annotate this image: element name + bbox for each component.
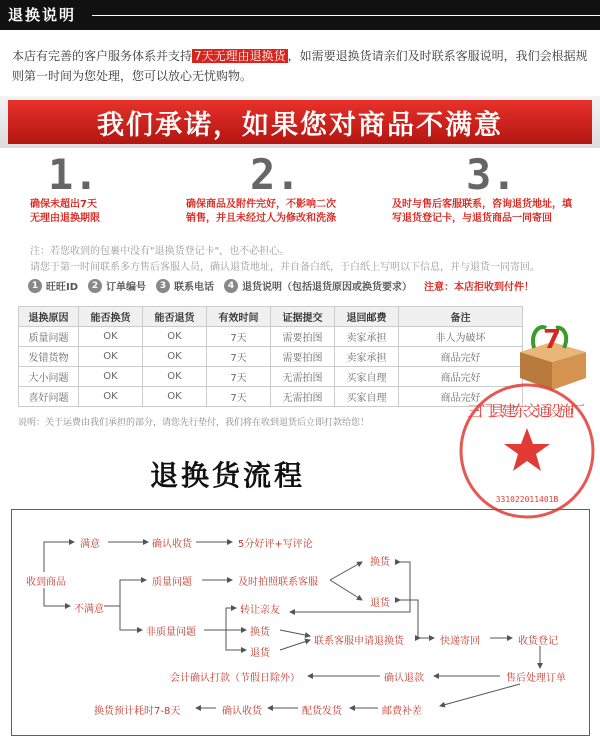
flow-node-postage: 邮费补差 [382, 706, 422, 717]
step-1-number: 1. [48, 150, 99, 199]
table-cell: 无需拍图 [271, 387, 335, 407]
table-cell: 7天 [207, 347, 271, 367]
seal-text: 三门县建东交通设施厂 [467, 402, 587, 420]
table-cell: OK [143, 327, 207, 347]
step-3-line-2: 写退货登记卡，与退货商品一同寄回 [392, 213, 552, 224]
flow-node-transfer: 转让亲友 [240, 605, 280, 616]
table-cell: 商品完好 [399, 367, 523, 387]
flow-node-return-2: 退货 [250, 648, 270, 659]
table-cell: OK [143, 387, 207, 407]
table-cell: 7天 [207, 327, 271, 347]
flow-node-return: 退货 [370, 598, 390, 609]
section-title: 退换说明 [8, 6, 77, 24]
banner-title: 我们承诺，如果您对商品不满意 [8, 100, 592, 144]
table-cell: OK [79, 347, 143, 367]
table-header: 有效时间 [207, 307, 271, 327]
flow-node-duration: 换货预计耗时7-8天 [94, 706, 181, 717]
table-cell: 喜好问题 [19, 387, 79, 407]
flow-node-receive: 收到商品 [26, 577, 66, 588]
table-cell: 买家自理 [335, 367, 399, 387]
req-1-badge: 1 [28, 279, 42, 293]
table-cell: 卖家承担 [335, 327, 399, 347]
flow-node-review: 5分好评+写评论 [238, 539, 313, 550]
intro-suffix: ，如需要退换货请亲们及时联系客服说明，我们会根据规则第一时间为您处理，您可以放心无忧购物。 [12, 49, 588, 83]
table-header: 证据提交 [271, 307, 335, 327]
note-line-2: 请您于第一时间联系多方售后客服人员，确认退货地址，并自备白纸，于白纸上写明以下信息，并与退货一同寄回。 [30, 262, 540, 273]
table-header: 能否换货 [79, 307, 143, 327]
note-line-1: 注：若您收到的包裹中没有"退换货登记卡"，也不必担心。 [30, 246, 290, 257]
flow-node-aftersale: 售后处理订单 [506, 673, 566, 684]
step-1-line-1: 确保未超出7天 [30, 199, 97, 210]
step-2-line-1: 确保商品及附件完好，不影响二次 [186, 199, 336, 210]
table-cell: OK [143, 367, 207, 387]
flow-node-mail: 快递寄回 [440, 636, 480, 647]
table-cell: 质量问题 [19, 327, 79, 347]
table-cell: 无需拍图 [271, 367, 335, 387]
table-header: 备注 [399, 307, 523, 327]
flow-node-exchange: 换货 [370, 557, 390, 568]
req-4-badge: 4 [224, 279, 238, 293]
table-cell: OK [79, 327, 143, 347]
req-3-label: 联系电话 [174, 282, 215, 293]
box-badge-number: 7 [542, 325, 562, 355]
flow-node-refund: 确认退款 [384, 673, 424, 684]
table-cell: OK [143, 347, 207, 367]
table-cell: OK [79, 367, 143, 387]
flow-node-confirm: 确认收货 [152, 539, 192, 550]
table-footnote: 说明：关于运费由我们承担的部分，请您先行垫付，我们将在收到退货后立即打款给您！ [18, 418, 370, 428]
table-cell: 商品完好 [399, 387, 523, 407]
table-cell: 商品完好 [399, 347, 523, 367]
table-cell: 发错货物 [19, 347, 79, 367]
intro-highlight: 7天无理由退换货 [194, 49, 286, 63]
table-header: 能否退货 [143, 307, 207, 327]
flow-node-photo: 及时拍照联系客服 [238, 577, 318, 588]
table-cell: 卖家承担 [335, 347, 399, 367]
flow-node-exchange-2: 换货 [250, 627, 270, 638]
flow-node-unsatisfied: 不满意 [74, 604, 104, 615]
flow-node-apply: 联系客服申请退换货 [314, 636, 404, 647]
flow-node-receipt: 收货登记 [518, 636, 558, 647]
req-2-badge: 2 [88, 279, 102, 293]
req-4-label: 退货说明（包括退货原因或换货要求） [242, 282, 413, 293]
flow-node-satisfied: 满意 [80, 539, 100, 550]
step-3-number: 3. [466, 150, 517, 199]
step-2-number: 2. [250, 150, 301, 199]
flow-node-accounting: 会计确认打款（节假日除外） [170, 673, 300, 684]
flow-node-quality: 质量问题 [152, 577, 192, 588]
table-cell: 大小问题 [19, 367, 79, 387]
req-warning: 注意：本店拒收到付件！ [424, 282, 535, 293]
table-cell: OK [79, 387, 143, 407]
flow-node-nonquality: 非质量问题 [146, 627, 196, 638]
intro-prefix: 本店有完善的客户服务体系并支持 [12, 49, 193, 63]
flow-node-confirm-2: 确认收货 [222, 706, 262, 717]
flow-node-ship: 配货发货 [302, 706, 342, 717]
table-cell: 需要拍图 [271, 327, 335, 347]
table-cell: 需要拍图 [271, 347, 335, 367]
step-2-line-2: 销售，并且未经过人为修改和洗涤 [186, 213, 336, 224]
table-header: 退回邮费 [335, 307, 399, 327]
step-3-line-1: 及时与售后客服联系，咨询退货地址，填 [392, 199, 572, 210]
table-cell: 7天 [207, 367, 271, 387]
table-cell: 买家自理 [335, 387, 399, 407]
table-cell: 7天 [207, 387, 271, 407]
step-1-line-2: 无理由退换期限 [30, 213, 100, 224]
seal-code: 331022011401B [495, 495, 559, 504]
req-1-label: 旺旺ID [46, 282, 79, 293]
table-header: 退换原因 [19, 307, 79, 327]
req-3-badge: 3 [156, 279, 170, 293]
req-2-label: 订单编号 [106, 282, 147, 293]
table-cell: 非人为破坏 [399, 327, 523, 347]
flow-title: 退换货流程 [150, 459, 306, 492]
